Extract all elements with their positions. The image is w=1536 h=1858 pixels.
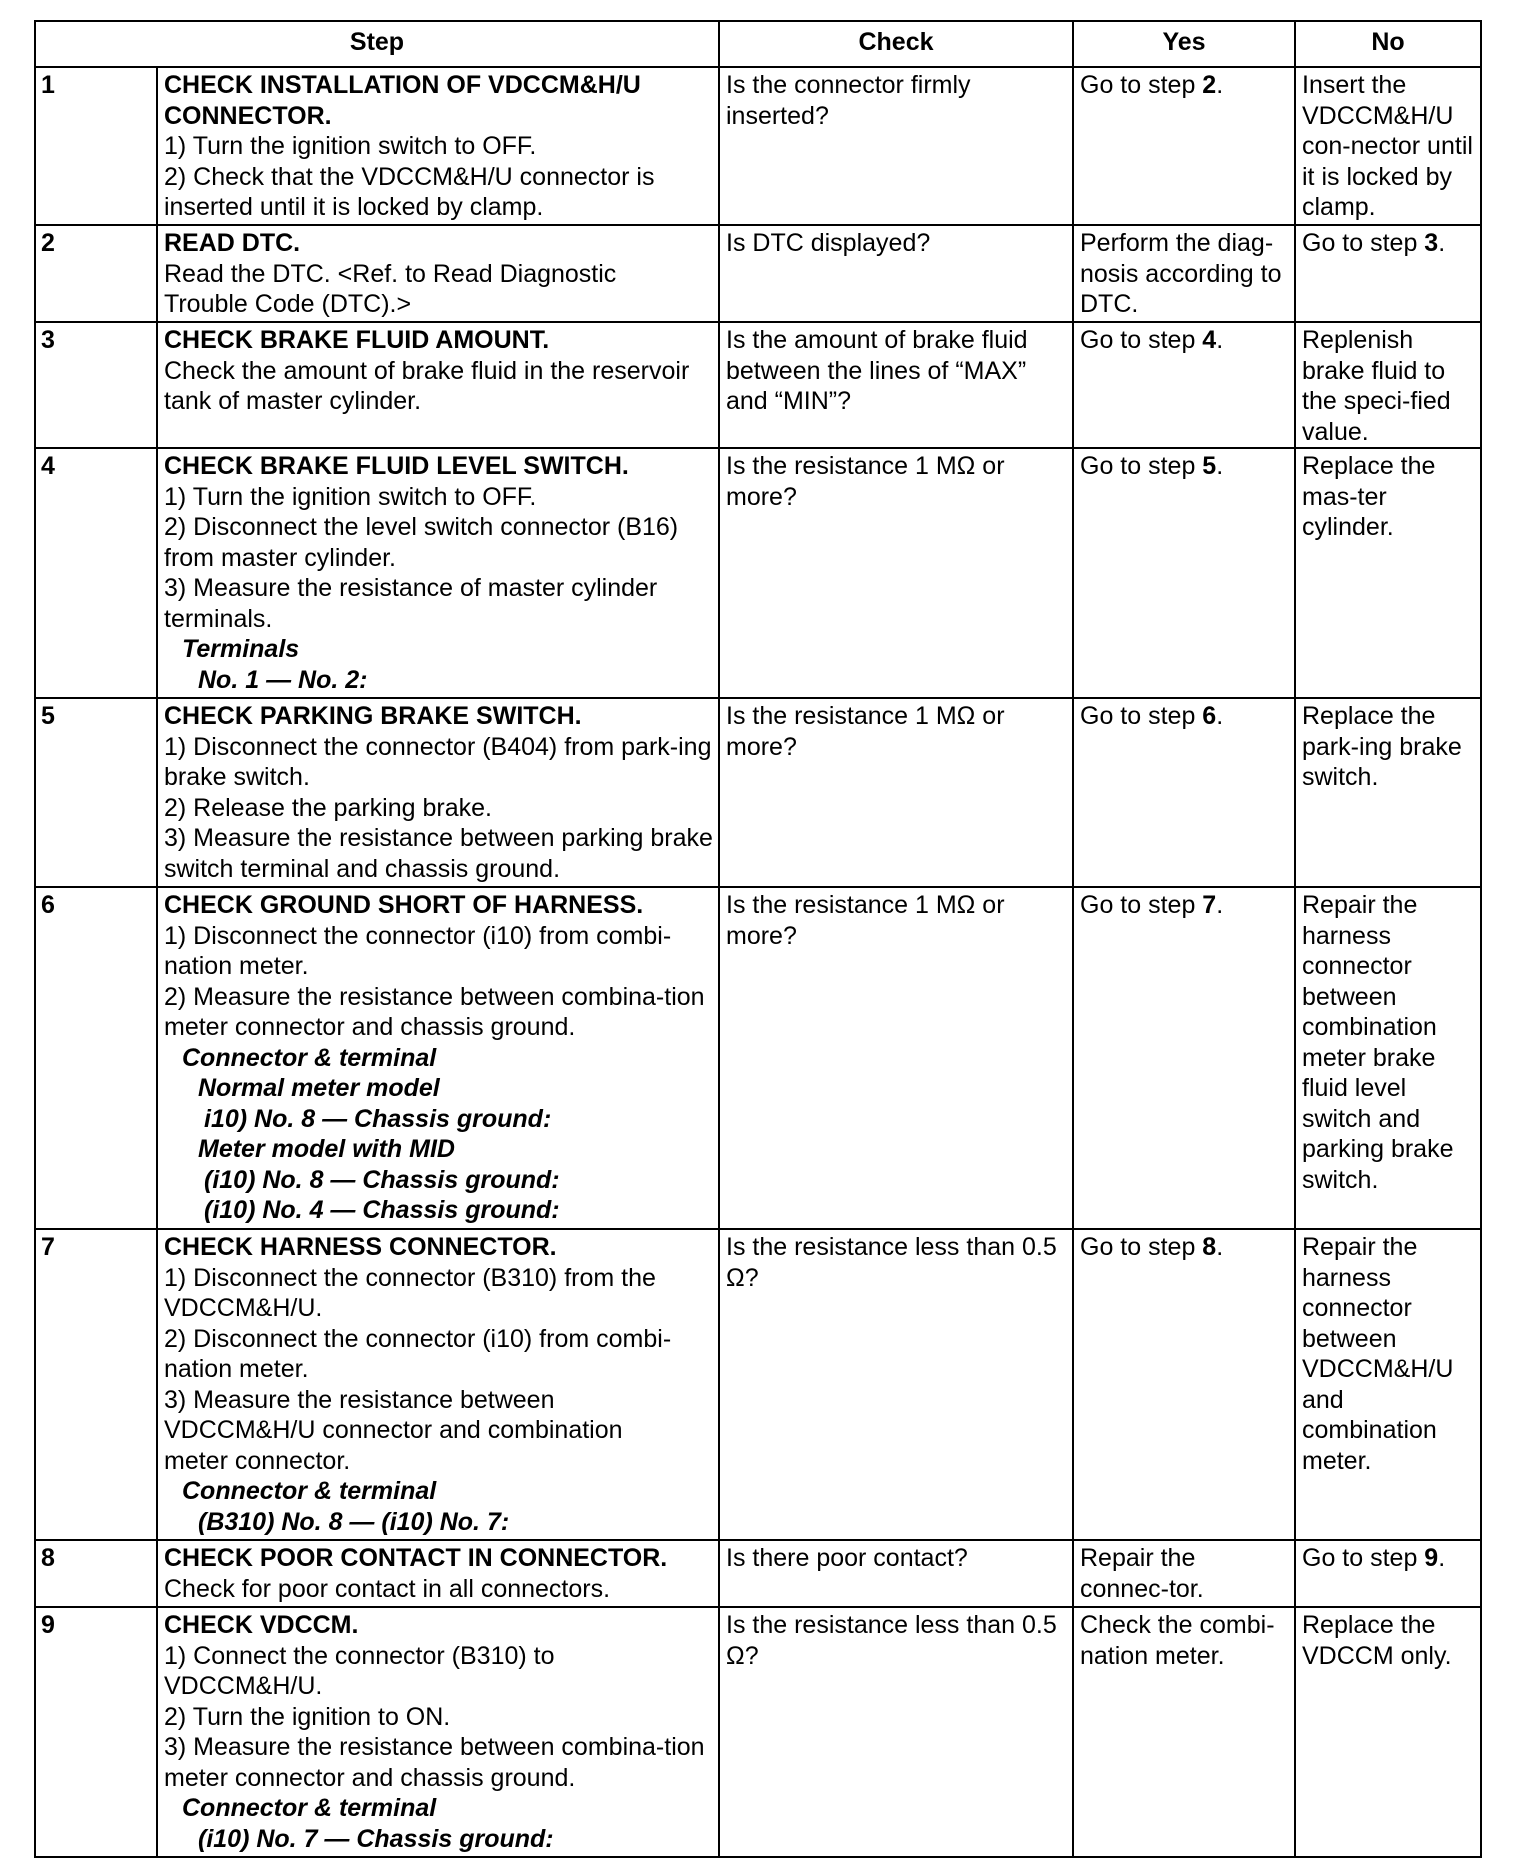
step-number: 2 xyxy=(35,225,157,322)
yes-action: Perform the diag-nosis according to DTC. xyxy=(1073,225,1295,322)
no-end: . xyxy=(1438,229,1446,257)
step-number: 5 xyxy=(35,698,157,887)
header-yes: Yes xyxy=(1073,21,1295,67)
yes-action: Repair the connec-tor. xyxy=(1073,1540,1295,1607)
yes-step-number: 4 xyxy=(1202,326,1217,354)
step-line: 2) Disconnect the connector (i10) from combi-nation meter. xyxy=(164,1324,672,1383)
yes-step-number: 7 xyxy=(1202,891,1217,919)
yes-end: . xyxy=(1216,326,1224,354)
spec-heading: Connector & terminal xyxy=(182,1794,437,1822)
spec-subheading: Meter model with MID xyxy=(198,1135,455,1163)
yes-end: . xyxy=(1216,452,1224,480)
no-end: . xyxy=(1438,1544,1446,1572)
table-row xyxy=(35,1540,1481,1607)
step-title: READ DTC. xyxy=(164,229,301,257)
spec-heading: Connector & terminal xyxy=(182,1043,437,1072)
table-row xyxy=(35,1607,1481,1857)
step-line: 1) Turn the ignition switch to OFF. xyxy=(164,132,537,160)
step-title: CHECK HARNESS CONNECTOR. xyxy=(164,1233,557,1261)
yes-action xyxy=(1073,448,1295,698)
check-question: Is the connector firmly inserted? xyxy=(719,67,1073,225)
yes-end: . xyxy=(1216,702,1224,730)
header-step: Step xyxy=(35,21,719,67)
check-question: Is the amount of brake fluid between the lines of “MAX” and “MIN”? xyxy=(719,322,1073,448)
step-description xyxy=(157,698,719,887)
check-question: Is there poor contact? xyxy=(719,1540,1073,1607)
step-number: 3 xyxy=(35,322,157,448)
yes-text: Go to step xyxy=(1080,702,1203,730)
step-description xyxy=(157,67,719,225)
table-header-row xyxy=(35,21,1481,67)
step-title: CHECK INSTALLATION OF VDCCM&H/U CONNECTOR. xyxy=(164,71,641,130)
step-number: 7 xyxy=(35,1229,157,1540)
step-line: 1) Connect the connector (B310) to VDCCM&H/U. xyxy=(164,1641,555,1700)
no-step-number: 9 xyxy=(1424,1544,1439,1572)
step-number: 6 xyxy=(35,887,157,1229)
yes-action xyxy=(1073,1229,1295,1540)
table-row xyxy=(35,698,1481,887)
step-line: 2) Measure the resistance between combina-tion meter connector and chassis ground. xyxy=(164,982,705,1041)
spec-heading: Connector & terminal xyxy=(182,1477,437,1505)
step-description xyxy=(157,1540,719,1607)
no-action xyxy=(1295,225,1481,322)
step-line: Read the DTC. <Ref. to Read Diagnostic Trouble Code (DTC).> xyxy=(164,259,617,318)
step-line: 3) Measure the resistance between VDCCM&H/U connector and combination meter connector. xyxy=(164,1385,623,1475)
yes-text: Go to step xyxy=(1080,1233,1203,1261)
step-line: 2) Turn the ignition to ON. xyxy=(164,1702,451,1731)
yes-end: . xyxy=(1216,1233,1224,1261)
yes-text: Go to step xyxy=(1080,891,1203,919)
step-number: 9 xyxy=(35,1607,157,1857)
no-action: Repair the harness connector between VDCCM&H/U and combination meter. xyxy=(1295,1229,1481,1540)
table-row xyxy=(35,887,1481,1229)
no-action xyxy=(1295,1540,1481,1607)
check-question: Is the resistance 1 MΩ or more? xyxy=(719,448,1073,698)
spec-value: (B310) No. 8 — (i10) No. 7: xyxy=(198,1507,510,1536)
step-title: CHECK VDCCM. xyxy=(164,1611,359,1639)
yes-step-number: 6 xyxy=(1202,702,1217,730)
check-question: Is DTC displayed? xyxy=(719,225,1073,322)
header-check: Check xyxy=(719,21,1073,67)
step-line: 3) Measure the resistance of master cylinder terminals. xyxy=(164,574,658,633)
step-line: 1) Turn the ignition switch to OFF. xyxy=(164,482,537,511)
yes-action xyxy=(1073,698,1295,887)
table-row xyxy=(35,67,1481,225)
spec-value: No. 1 — No. 2: xyxy=(198,665,368,694)
diagnostic-table xyxy=(34,20,1482,1858)
yes-action xyxy=(1073,67,1295,225)
step-line: 1) Disconnect the connector (B404) from park-ing brake switch. xyxy=(164,732,712,791)
spec-subheading: Normal meter model xyxy=(198,1074,440,1102)
yes-step-number: 2 xyxy=(1202,71,1217,99)
yes-action xyxy=(1073,322,1295,448)
yes-action: Check the combi-nation meter. xyxy=(1073,1607,1295,1857)
check-question: Is the resistance 1 MΩ or more? xyxy=(719,887,1073,1229)
step-number: 8 xyxy=(35,1540,157,1607)
spec-value: (i10) No. 8 — Chassis ground: xyxy=(204,1165,560,1194)
step-title: CHECK POOR CONTACT IN CONNECTOR. xyxy=(164,1544,668,1572)
header-no: No xyxy=(1295,21,1481,67)
step-title: CHECK PARKING BRAKE SWITCH. xyxy=(164,702,582,730)
no-text: Go to step xyxy=(1302,229,1425,257)
yes-end: . xyxy=(1216,71,1224,99)
no-text: Go to step xyxy=(1302,1544,1425,1572)
table-row xyxy=(35,448,1481,698)
yes-end: . xyxy=(1216,891,1224,919)
step-line: 1) Disconnect the connector (B310) from the VDCCM&H/U. xyxy=(164,1263,656,1322)
step-line: 1) Disconnect the connector (i10) from combi-nation meter. xyxy=(164,921,672,980)
yes-action xyxy=(1073,887,1295,1229)
step-line: 2) Release the parking brake. xyxy=(164,793,492,822)
no-action: Replace the mas-ter cylinder. xyxy=(1295,448,1481,698)
step-title: CHECK BRAKE FLUID LEVEL SWITCH. xyxy=(164,452,629,480)
step-number: 1 xyxy=(35,67,157,225)
step-line: 3) Measure the resistance between combina-tion meter connector and chassis ground. xyxy=(164,1733,705,1792)
step-title: CHECK BRAKE FLUID AMOUNT. xyxy=(164,326,550,354)
step-description xyxy=(157,322,719,448)
step-description xyxy=(157,225,719,322)
spec-value: i10) No. 8 — Chassis ground: xyxy=(204,1104,552,1133)
step-line: 2) Check that the VDCCM&H/U connector is inserted until it is locked by clamp. xyxy=(164,162,655,221)
spec-heading: Terminals xyxy=(182,635,300,663)
no-action: Repair the harness connector between combination meter brake fluid level switch and parking brake switch. xyxy=(1295,887,1481,1229)
spec-value: (i10) No. 7 — Chassis ground: xyxy=(198,1824,554,1853)
table-row xyxy=(35,322,1481,448)
step-line: Check the amount of brake fluid in the reservoir tank of master cylinder. xyxy=(164,356,690,415)
step-description xyxy=(157,448,719,698)
no-step-number: 3 xyxy=(1424,229,1439,257)
spec-value: (i10) No. 4 — Chassis ground: xyxy=(204,1196,560,1224)
yes-step-number: 8 xyxy=(1202,1233,1217,1261)
check-question: Is the resistance 1 MΩ or more? xyxy=(719,698,1073,887)
step-number: 4 xyxy=(35,448,157,698)
step-line: 2) Disconnect the level switch connector (B16) from master cylinder. xyxy=(164,513,679,572)
table-row xyxy=(35,1229,1481,1540)
step-description xyxy=(157,1607,719,1857)
yes-text: Go to step xyxy=(1080,71,1203,99)
yes-text: Go to step xyxy=(1080,452,1203,480)
no-action: Insert the VDCCM&H/U con-nector until it is locked by clamp. xyxy=(1295,67,1481,225)
no-action: Replace the park-ing brake switch. xyxy=(1295,698,1481,887)
check-question: Is the resistance less than 0.5 Ω? xyxy=(719,1607,1073,1857)
step-line: Check for poor contact in all connectors. xyxy=(164,1574,611,1603)
no-action: Replace the VDCCM only. xyxy=(1295,1607,1481,1857)
yes-text: Go to step xyxy=(1080,326,1203,354)
yes-step-number: 5 xyxy=(1202,452,1217,480)
check-question: Is the resistance less than 0.5 Ω? xyxy=(719,1229,1073,1540)
table-row xyxy=(35,225,1481,322)
step-description xyxy=(157,887,719,1229)
step-line: 3) Measure the resistance between parking brake switch terminal and chassis ground. xyxy=(164,824,713,883)
no-action: Replenish brake fluid to the speci-fied value. xyxy=(1295,322,1481,448)
step-description xyxy=(157,1229,719,1540)
step-title: CHECK GROUND SHORT OF HARNESS. xyxy=(164,891,644,919)
